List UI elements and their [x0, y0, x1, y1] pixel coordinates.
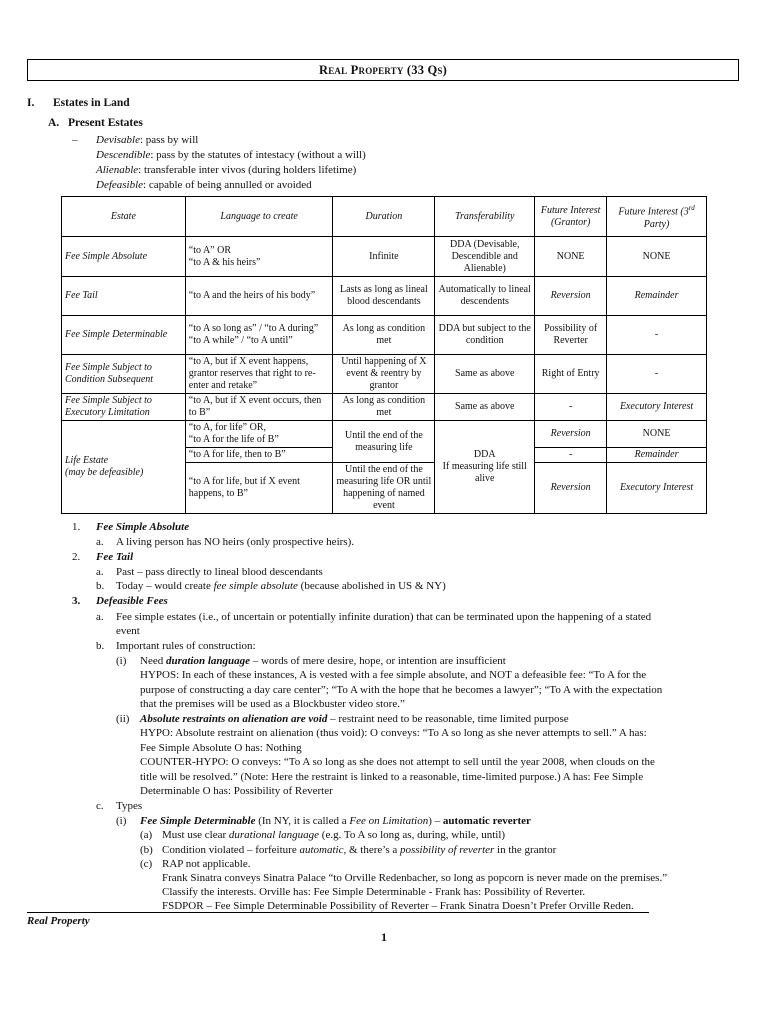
table-cell: DDA (Devisable, Descendible and Alienable) [435, 237, 535, 277]
table-row [62, 277, 707, 316]
list-item: purpose of constructing a day care center”; “To A with the hope that he becomes a lawyer”; “To A with the expectation [140, 684, 663, 696]
list-marker: (i) [116, 815, 127, 827]
table-cell: “to A, but if X event happens, grantor reserves that right to re-enter and retake” [185, 355, 333, 394]
table-cell: Lasts as long as lineal blood descendants [333, 277, 435, 316]
list-item: Types [116, 800, 143, 812]
list-item: HYPO: Absolute restraint on alienation (thus void): O conveys: “To A so long as she never attempts to sell.” A has: [140, 727, 647, 739]
table-cell: “to A and the heirs of his body” [185, 277, 333, 316]
column-header: Future Interest (Grantor) [535, 197, 607, 237]
table-cell: Executory Interest [607, 394, 707, 421]
table-cell: - [607, 355, 707, 394]
list-item: Need duration language – words of mere desire, hope, or intention are insufficient [140, 655, 506, 667]
list-item: Fee Simple Determinable (In NY, it is called a Fee on Limitation) – automatic reverter [140, 815, 531, 827]
table-cell: - [535, 448, 607, 463]
footer-title: Real Property [27, 915, 90, 927]
list-item: Fee Simple Absolute O has: Nothing [140, 742, 302, 754]
list-marker: (i) [116, 655, 127, 667]
table-row [62, 237, 707, 277]
column-header: Estate [62, 197, 186, 237]
table-cell: Until the end of the measuring life OR until happening of named event [333, 463, 435, 514]
list-item: Important rules of construction: [116, 640, 256, 652]
list-item: A living person has NO heirs (only prospective heirs). [116, 536, 354, 548]
table-cell: Reversion [535, 277, 607, 316]
table-cell: As long as condition met [333, 316, 435, 355]
list-item: Frank Sinatra conveys Sinatra Palace “to Orville Redenbacher, so long as popcorn is never made on the premises.” [162, 872, 668, 884]
table-cell: Automatically to lineal descendents [435, 277, 535, 316]
estates-table [61, 196, 707, 514]
table-cell: Same as above [435, 394, 535, 421]
table-cell: NONE [607, 237, 707, 277]
table-cell: Remainder [607, 448, 707, 463]
page-number: 1 [381, 930, 387, 944]
table-row [62, 394, 707, 421]
table-cell: Until happening of X event & reentry by grantor [333, 355, 435, 394]
column-header: Transferability [435, 197, 535, 237]
table-cell: Reversion [535, 421, 607, 448]
list-marker: 1. [72, 521, 81, 533]
table-header-row [62, 197, 707, 237]
list-marker: c. [96, 800, 104, 812]
table-cell: Life Estate (may be defeasible) [62, 421, 186, 514]
list-item: FSDPOR – Fee Simple Determinable Possibility of Reverter – Frank Sinatra Doesn’t Prefer Orville Reden. [162, 900, 634, 912]
list-marker: 2. [72, 551, 81, 563]
list-item: title will be resolved.” (Note: Here the restraint is linked to a reasonable, time-limited purpose.) A has: Fee Simple [140, 771, 644, 783]
section-heading [27, 97, 130, 109]
table-cell: - [535, 394, 607, 421]
table-cell: Possibility of Reverter [535, 316, 607, 355]
table-cell: Fee Simple Determinable [62, 316, 186, 355]
subsection-heading [48, 117, 143, 129]
table-cell: “to A, but if X event occurs, then to B” [185, 394, 333, 421]
table-cell: NONE [607, 421, 707, 448]
list-marker: (ii) [116, 713, 130, 725]
section-label: Estates in Land [53, 97, 130, 109]
list-marker: (b) [140, 844, 153, 856]
list-item: event [116, 625, 140, 637]
footer-divider [27, 912, 649, 913]
table-cell: Right of Entry [535, 355, 607, 394]
list-marker: 3. [72, 595, 81, 607]
list-item: Past – pass directly to lineal blood descendants [116, 566, 323, 578]
list-marker: b. [96, 640, 105, 652]
page-title: Real Property (33 Qs) [27, 59, 739, 81]
list-item: Condition violated – forfeiture automatic, & there’s a possibility of reverter in the grantor [162, 844, 557, 856]
list-item: COUNTER-HYPO: O conveys: “To A so long as she does not attempt to sell until the year 2008, when clouds on the [140, 756, 655, 768]
table-cell: “to A, for life” OR, “to A for the life of B” [185, 421, 333, 448]
table-cell: Same as above [435, 355, 535, 394]
section-number: I. [27, 97, 35, 109]
list-item: Determinable O has: Possibility of Reverter [140, 785, 333, 797]
column-header: Future Interest (3rd Party) [607, 197, 707, 237]
list-item: Absolute restraints on alienation are void – restraint need to be reasonable, time limited purpose [140, 713, 569, 725]
list-marker: (a) [140, 829, 153, 841]
list-marker: (c) [140, 858, 153, 870]
table-cell: Fee Simple Subject to Executory Limitation [62, 394, 186, 421]
list-item-heading: Fee Tail [96, 551, 134, 563]
table-cell: “to A for life, then to B” [185, 448, 333, 463]
table-cell: Reversion [535, 463, 607, 514]
list-item: Must use clear durational language (e.g. To A so long as, during, while, until) [162, 829, 506, 841]
table-cell: “to A so long as” / “to A during” “to A while” / “to A until” [185, 316, 333, 355]
definition-list [72, 133, 366, 193]
table-row [62, 421, 707, 448]
subsection-number: A. [48, 117, 60, 129]
list-item: that the premises will be used as a Blockbuster video store.” [140, 698, 405, 710]
table-cell: Infinite [333, 237, 435, 277]
table-cell: NONE [535, 237, 607, 277]
definition-item: Descendible: pass by the statutes of intestacy (without a will) [96, 149, 366, 161]
definition-item: – Devisable: pass by will [72, 134, 199, 146]
table-row [62, 355, 707, 394]
list-item: Classify the interests. Orville has: Fee Simple Determinable - Frank has: Possibility of Reverter. [162, 886, 586, 898]
table-cell: Executory Interest [607, 463, 707, 514]
list-item-heading: Fee Simple Absolute [96, 521, 190, 533]
list-item-heading: Defeasible Fees [96, 595, 168, 607]
column-header: Duration [333, 197, 435, 237]
table-cell: Until the end of the measuring life [333, 421, 435, 463]
list-marker: b. [96, 580, 105, 592]
definition-item: Alienable: transferable inter vivos (during holders lifetime) [96, 164, 357, 176]
column-header: Language to create [185, 197, 333, 237]
table-cell: Fee Simple Subject to Condition Subsequent [62, 355, 186, 394]
table-row [62, 316, 707, 355]
table-cell: Fee Simple Absolute [62, 237, 186, 277]
list-item: Fee simple estates (i.e., of uncertain or potentially infinite duration) that can be terminated upon the happening of a stated [116, 611, 652, 623]
list-marker: a. [96, 536, 104, 548]
table-cell: Remainder [607, 277, 707, 316]
list-item: RAP not applicable. [162, 858, 251, 870]
table-cell: - [607, 316, 707, 355]
definition-item: Defeasible: capable of being annulled or avoided [96, 179, 312, 191]
table-cell: “to A for life, but if X event happens, to B” [185, 463, 333, 514]
table-cell: As long as condition met [333, 394, 435, 421]
table-cell: Fee Tail [62, 277, 186, 316]
list-item: Today – would create fee simple absolute (because abolished in US & NY) [116, 580, 446, 592]
list-marker: a. [96, 611, 104, 623]
subsection-label: Present Estates [68, 117, 143, 129]
list-item: HYPOS: In each of these instances, A is vested with a fee simple absolute, and NOT a defeasible fee: “To A for the [140, 669, 647, 681]
list-marker: a. [96, 566, 104, 578]
table-cell: “to A” OR “to A & his heirs” [185, 237, 333, 277]
table-cell: DDA If measuring life still alive [435, 421, 535, 514]
table-cell: DDA but subject to the condition [435, 316, 535, 355]
